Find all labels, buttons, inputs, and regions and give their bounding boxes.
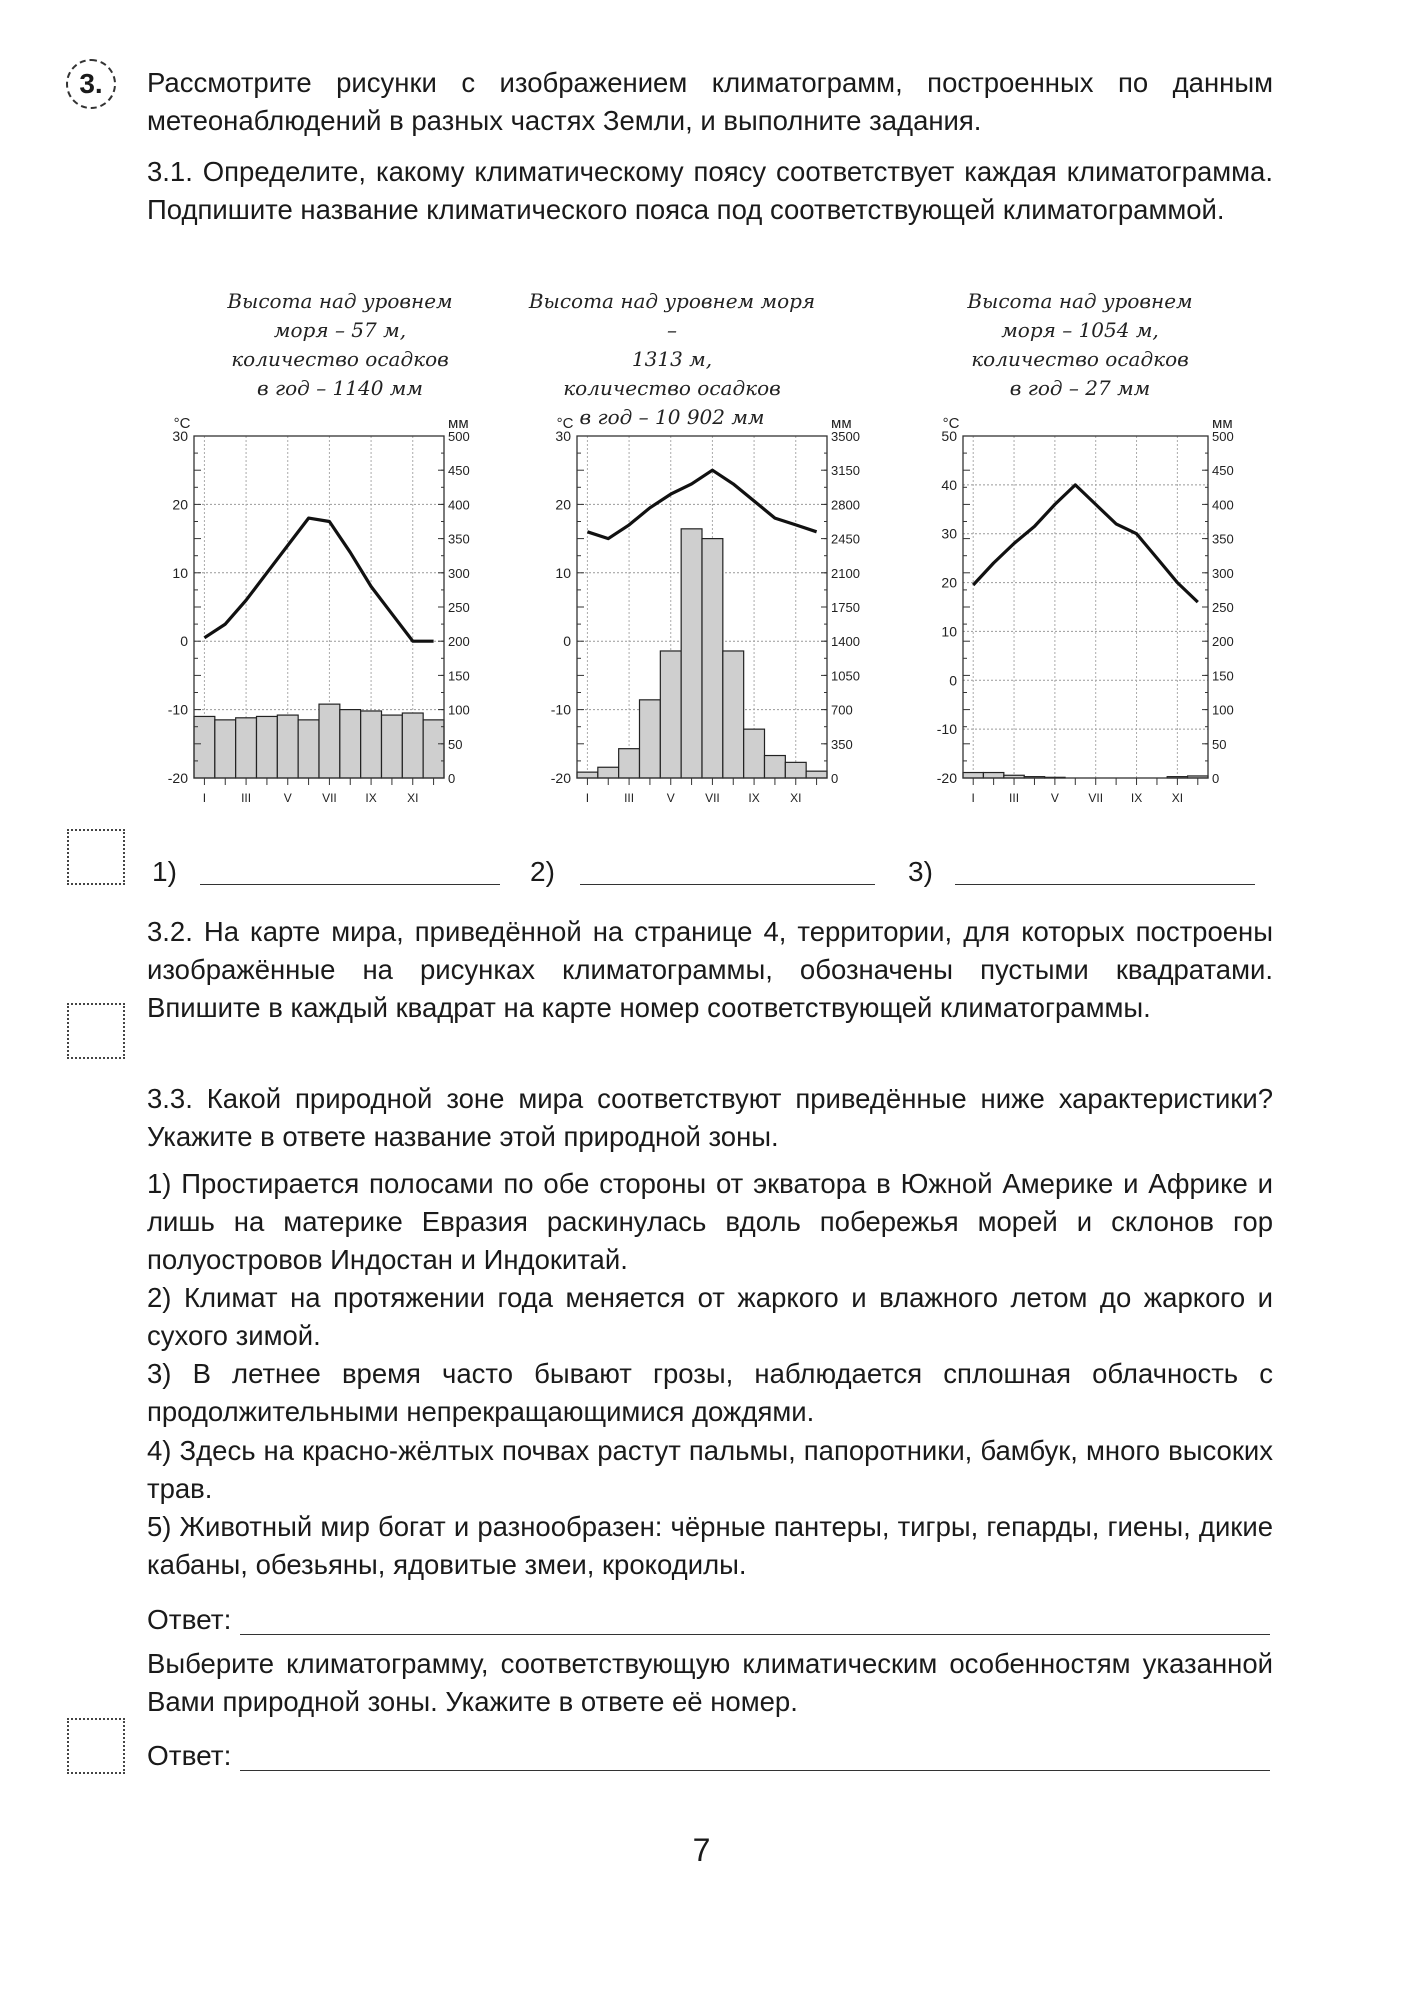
precip-tick-label: 150 (448, 668, 470, 684)
temp-tick-label: 20 (172, 496, 188, 513)
month-label: VII (1088, 791, 1104, 805)
chart-1-caption-line: Высота над уровнем (227, 289, 453, 313)
temp-tick-label: -20 (936, 770, 957, 786)
answer-zone-line[interactable] (240, 1634, 1270, 1635)
characteristic-1: 1) Простирается полосами по обе стороны от экватора в Южной Америке и Африке и лишь на материке Евразия раскинулась вдоль побережья морей и склонов гор полуостровов Индостан и Индокитай. (147, 1168, 1273, 1275)
precip-tick-label: 250 (448, 600, 470, 615)
temp-tick-label: 10 (555, 564, 571, 581)
precip-tick-label: 100 (1212, 702, 1234, 718)
climatogram-1 (150, 410, 470, 805)
task-3-3-text: 3.3. Какой природной зоне мира соответствуют приведённые ниже характеристики? Укажите в ответе название этой природной зоны. (147, 1083, 1273, 1152)
temp-tick-label: 30 (172, 428, 188, 444)
temp-unit-label: °C (173, 415, 191, 432)
answer-2-label: 2) (530, 856, 555, 887)
precipitation-bar (382, 715, 403, 778)
precipitation-bar (298, 720, 319, 778)
select-task-text: Выберите климатограмму, соответствующую климатическим особенностям указанной Вами природной зоны. Укажите в ответе её номер. (147, 1648, 1273, 1717)
chart-2-caption-line: 1313 м, (631, 347, 713, 371)
chart-1-caption-line: в год – 1140 мм (257, 376, 423, 400)
task-3-1-text: 3.1. Определите, какому климатическому поясу соответствует каждая климатограмма. Подпишите название климатического пояса под соответствующей климатограммой. (147, 156, 1273, 225)
precip-tick-label: 2450 (831, 531, 860, 547)
precipitation-bar (640, 700, 661, 778)
climatogram-3 (925, 410, 1245, 805)
precipitation-bar (702, 539, 723, 778)
chart-2-caption-line: в год – 10 902 мм (579, 405, 765, 429)
precip-tick-label: 200 (448, 634, 470, 650)
precip-tick-label: 2800 (831, 497, 860, 513)
precipitation-bar (319, 704, 340, 778)
precip-tick-label: 350 (448, 531, 470, 547)
month-label: I (202, 791, 207, 805)
precip-tick-label: 700 (831, 702, 853, 718)
precip-tick-label: 1750 (831, 600, 860, 615)
precip-tick-label: 300 (1212, 565, 1234, 581)
precip-tick-label: 250 (1212, 600, 1234, 615)
chart-3-caption (930, 287, 1230, 403)
precipitation-bar (785, 762, 806, 778)
precipitation-bar (236, 718, 257, 778)
temp-tick-label: 50 (941, 428, 957, 444)
characteristic-4: 4) Здесь на красно-жёлтых почвах растут пальмы, папоротники, бамбук, много высоких трав. (147, 1435, 1273, 1504)
precipitation-bar (194, 716, 215, 778)
precipitation-bar (340, 710, 361, 778)
temp-tick-label: 10 (172, 564, 188, 581)
temp-tick-label: 30 (555, 428, 571, 444)
score-box-3-1[interactable] (67, 829, 125, 885)
temp-unit-label: °C (942, 415, 960, 432)
precip-tick-label: 500 (1212, 429, 1234, 444)
precipitation-bar (257, 716, 278, 778)
question-number: 3. (66, 59, 116, 109)
temp-tick-label: 30 (941, 525, 957, 542)
answer-2-line[interactable] (580, 884, 875, 885)
characteristic-2: 2) Климат на протяжении года меняется от жаркого и влажного летом до жаркого и сухого зимой. (147, 1282, 1273, 1351)
temp-tick-label: 0 (180, 633, 188, 650)
chart-1-caption-line: моря – 57 м, (273, 318, 407, 342)
precip-tick-label: 3150 (831, 463, 860, 479)
chart-3-caption-line: количество осадков (971, 347, 1189, 371)
precipitation-bar (277, 715, 298, 778)
precipitation-bar (744, 729, 765, 778)
precip-tick-label: 100 (448, 702, 470, 718)
chart-3-caption-line: моря – 1054 м, (1001, 318, 1159, 342)
answer-1-label: 1) (152, 856, 177, 887)
chart-2-caption-line: количество осадков (563, 376, 781, 400)
precipitation-bar (402, 713, 423, 778)
answer-label-number: Ответ: (147, 1740, 232, 1771)
precip-tick-label: 50 (1212, 736, 1227, 752)
chart-2-caption-line: Высота над уровнем моря – (528, 289, 816, 342)
task-3-2-text: 3.2. На карте мира, приведённой на странице 4, территории, для которых построены изображённые на рисунках климатограммы, обозначены пустыми квадратами. Впишите в каждый квадрат на карте номер соответствующей климатограммы. (147, 916, 1273, 1023)
precip-tick-label: 150 (1212, 668, 1234, 684)
precip-tick-label: 400 (448, 497, 470, 513)
month-label: VII (322, 791, 337, 805)
temperature-line (973, 485, 1198, 602)
precipitation-bar (598, 767, 619, 778)
precipitation-bar (963, 773, 983, 778)
precip-tick-label: 450 (1212, 463, 1234, 479)
precipitation-bar (577, 772, 598, 778)
month-label: VII (705, 791, 720, 805)
score-box-3-2[interactable] (67, 1003, 125, 1059)
month-label: IX (748, 791, 760, 805)
chart-frame (963, 436, 1208, 778)
page-number: 7 (692, 1832, 711, 1868)
answer-1-line[interactable] (200, 884, 500, 885)
month-label: IX (365, 791, 377, 805)
precip-tick-label: 2100 (831, 565, 860, 581)
precip-tick-label: 0 (1212, 771, 1220, 786)
month-label: XI (1171, 791, 1184, 805)
chart-1-caption-line: количество осадков (231, 347, 449, 371)
precip-tick-label: 500 (448, 429, 470, 444)
chart-1-caption (190, 287, 490, 403)
precip-unit-label: мм (831, 415, 852, 432)
month-label: V (1050, 791, 1059, 805)
month-label: I (971, 791, 975, 805)
answer-3-label: 3) (908, 856, 933, 887)
precip-tick-label: 0 (831, 771, 839, 786)
precipitation-bar (765, 756, 786, 778)
temperature-line (204, 518, 433, 641)
precip-tick-label: 200 (1212, 634, 1234, 650)
climatogram-2 (535, 410, 865, 805)
precipitation-bar (983, 773, 1003, 778)
month-label: III (241, 791, 252, 805)
temp-tick-label: 20 (555, 496, 571, 513)
temp-tick-label: -10 (936, 721, 957, 738)
precip-unit-label: мм (448, 415, 469, 432)
answer-label-zone: Ответ: (147, 1604, 232, 1635)
precipitation-bar (660, 651, 681, 778)
precip-unit-label: мм (1212, 415, 1233, 432)
precipitation-bar (723, 651, 744, 778)
precipitation-bar (215, 720, 236, 778)
precip-tick-label: 3500 (831, 429, 860, 444)
precip-tick-label: 350 (831, 736, 853, 752)
month-label: XI (407, 791, 419, 805)
precipitation-bar (423, 720, 444, 778)
temp-unit-label: °C (556, 415, 574, 432)
temp-tick-label: -10 (167, 701, 188, 718)
temp-tick-label: 20 (941, 574, 957, 591)
month-label: III (1009, 791, 1020, 805)
precipitation-bar (361, 711, 382, 778)
precipitation-bar (681, 529, 702, 778)
question-intro: Рассмотрите рисунки с изображением климатограмм, построенных по данным метеонаблюдений в разных частях Земли, и выполните задания. (147, 67, 1273, 136)
characteristic-5: 5) Животный мир богат и разнообразен: чёрные пантеры, тигры, гепарды, гиены, дикие кабаны, обезьяны, ядовитые змеи, крокодилы. (147, 1511, 1273, 1580)
month-label: V (666, 791, 675, 805)
precipitation-bar (806, 771, 827, 778)
month-label: V (283, 791, 292, 805)
month-label: IX (1130, 791, 1143, 805)
month-label: XI (790, 791, 802, 805)
temp-tick-label: -10 (550, 701, 571, 718)
precip-tick-label: 300 (448, 565, 470, 581)
temp-tick-label: 10 (941, 623, 957, 640)
answer-3-line[interactable] (955, 884, 1255, 885)
precip-tick-label: 400 (1212, 497, 1234, 513)
precip-tick-label: 450 (448, 463, 470, 479)
precip-tick-label: 350 (1212, 531, 1234, 547)
precip-tick-label: 1050 (831, 668, 860, 684)
temp-tick-label: -20 (550, 770, 571, 786)
temp-tick-label: 0 (949, 672, 957, 689)
temp-tick-label: 40 (941, 476, 957, 493)
precip-tick-label: 50 (448, 736, 463, 752)
temp-tick-label: 0 (563, 633, 571, 650)
month-label: I (585, 791, 590, 805)
month-label: III (624, 791, 635, 805)
chart-3-caption-line: Высота над уровнем (967, 289, 1193, 313)
score-box-3-3[interactable] (67, 1718, 125, 1774)
precip-tick-label: 0 (448, 771, 456, 786)
characteristic-3: 3) В летнее время часто бывают грозы, наблюдается сплошная облачность с продолжительными непрекращающимися дождями. (147, 1358, 1273, 1427)
temp-tick-label: -20 (167, 770, 188, 786)
precip-tick-label: 1400 (831, 634, 860, 650)
answer-number-line[interactable] (240, 1770, 1270, 1771)
chart-3-caption-line: в год – 27 мм (1009, 376, 1151, 400)
precipitation-bar (619, 749, 640, 778)
